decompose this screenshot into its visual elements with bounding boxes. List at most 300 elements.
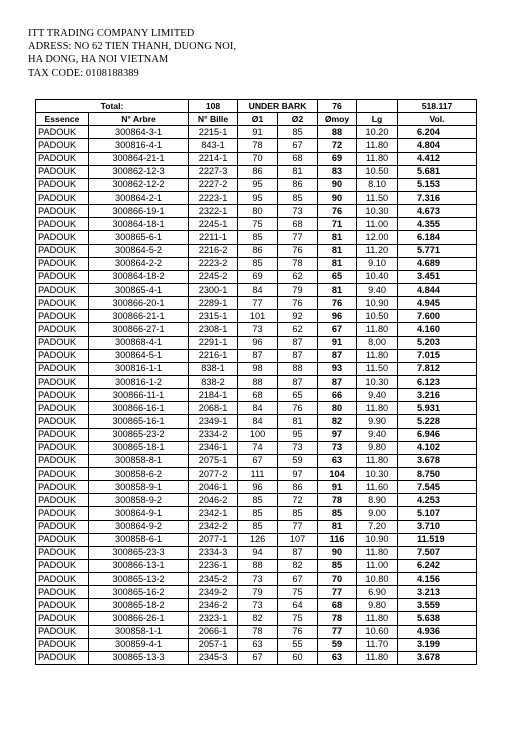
volume-cell: 5.931 (398, 402, 477, 415)
table-row (36, 349, 477, 362)
diameter-avg-cell: 81 (318, 283, 357, 296)
diameter-avg-cell: 96 (318, 310, 357, 323)
tree-number-cell: 300862-12-3 (89, 165, 189, 178)
diameter-1-cell: 94 (238, 546, 278, 559)
length-cell: 11.20 (357, 244, 398, 257)
length-cell: 9.40 (357, 283, 398, 296)
total-count: 108 (189, 100, 238, 113)
essence-cell: PADOUK (36, 533, 89, 546)
essence-cell: PADOUK (36, 612, 89, 625)
diameter-avg-cell: 90 (318, 178, 357, 191)
tree-number-cell: 300816-1-2 (89, 375, 189, 388)
essence-cell: PADOUK (36, 625, 89, 638)
essence-cell: PADOUK (36, 546, 89, 559)
volume-cell: 7.015 (398, 349, 477, 362)
length-cell: 10.30 (357, 205, 398, 218)
diameter-1-cell: 86 (238, 244, 278, 257)
essence-cell: PADOUK (36, 520, 89, 533)
col-log-number: N° Bille (189, 113, 238, 126)
diameter-1-cell: 87 (238, 349, 278, 362)
tree-number-cell: 300858-6-2 (89, 467, 189, 480)
essence-cell: PADOUK (36, 402, 89, 415)
length-cell: 11.80 (357, 323, 398, 336)
log-number-cell: 838-1 (189, 362, 238, 375)
essence-cell: PADOUK (36, 191, 89, 204)
table-row (36, 297, 477, 310)
essence-cell: PADOUK (36, 349, 89, 362)
volume-cell: 3.213 (398, 586, 477, 599)
diameter-2-cell: 76 (278, 244, 318, 257)
tree-number-cell: 300865-4-1 (89, 283, 189, 296)
length-cell: 10.60 (357, 625, 398, 638)
table-row (36, 467, 477, 480)
tree-number-cell: 300864-2-1 (89, 191, 189, 204)
diameter-1-cell: 82 (238, 612, 278, 625)
log-number-cell: 2046-1 (189, 481, 238, 494)
diameter-2-cell: 86 (278, 481, 318, 494)
tree-number-cell: 300864-2-2 (89, 257, 189, 270)
table-row (36, 415, 477, 428)
log-number-cell: 843-1 (189, 139, 238, 152)
diameter-1-cell: 78 (238, 139, 278, 152)
diameter-2-cell: 77 (278, 231, 318, 244)
volume-cell: 4.253 (398, 494, 477, 507)
diameter-avg-cell: 77 (318, 625, 357, 638)
diameter-1-cell: 100 (238, 428, 278, 441)
table-row (36, 520, 477, 533)
diameter-2-cell: 59 (278, 454, 318, 467)
diameter-2-cell: 81 (278, 415, 318, 428)
diameter-avg-cell: 91 (318, 336, 357, 349)
diameter-avg-cell: 81 (318, 244, 357, 257)
diameter-avg-cell: 78 (318, 612, 357, 625)
diameter-1-cell: 85 (238, 520, 278, 533)
volume-cell: 4.102 (398, 441, 477, 454)
diameter-1-cell: 85 (238, 257, 278, 270)
diameter-2-cell: 85 (278, 191, 318, 204)
essence-cell: PADOUK (36, 336, 89, 349)
length-cell: 9.00 (357, 507, 398, 520)
diameter-avg-cell: 63 (318, 651, 357, 664)
diameter-2-cell: 67 (278, 573, 318, 586)
diameter-avg-cell: 104 (318, 467, 357, 480)
essence-cell: PADOUK (36, 415, 89, 428)
volume-cell: 4.673 (398, 205, 477, 218)
diameter-1-cell: 78 (238, 625, 278, 638)
length-cell: 11.80 (357, 402, 398, 415)
diameter-1-cell: 67 (238, 651, 278, 664)
table-row (36, 323, 477, 336)
volume-cell: 4.160 (398, 323, 477, 336)
col-essence: Essence (36, 113, 89, 126)
tree-number-cell: 300858-1-1 (89, 625, 189, 638)
table-row (36, 586, 477, 599)
diameter-2-cell: 87 (278, 375, 318, 388)
diameter-2-cell: 64 (278, 599, 318, 612)
length-cell: 11.00 (357, 218, 398, 231)
tree-number-cell: 300865-18-2 (89, 599, 189, 612)
diameter-1-cell: 88 (238, 375, 278, 388)
diameter-1-cell: 68 (238, 389, 278, 402)
essence-cell: PADOUK (36, 178, 89, 191)
tree-number-cell: 300864-5-1 (89, 349, 189, 362)
table-row (36, 428, 477, 441)
volume-cell: 6.123 (398, 375, 477, 388)
table-row (36, 257, 477, 270)
diameter-1-cell: 91 (238, 126, 278, 139)
diameter-2-cell: 95 (278, 428, 318, 441)
tree-number-cell: 300864-18-2 (89, 270, 189, 283)
table-row (36, 494, 477, 507)
log-number-cell: 2184-1 (189, 389, 238, 402)
tree-number-cell: 300864-5-2 (89, 244, 189, 257)
length-cell: 11.80 (357, 349, 398, 362)
diameter-avg-cell: 93 (318, 362, 357, 375)
tree-number-cell: 300865-16-2 (89, 586, 189, 599)
table-row (36, 336, 477, 349)
length-cell: 9.80 (357, 441, 398, 454)
log-number-cell: 2345-3 (189, 651, 238, 664)
volume-cell: 8.750 (398, 467, 477, 480)
tree-number-cell: 300865-13-3 (89, 651, 189, 664)
table-row (36, 612, 477, 625)
diameter-2-cell: 72 (278, 494, 318, 507)
diameter-2-cell: 76 (278, 297, 318, 310)
diameter-1-cell: 74 (238, 441, 278, 454)
diameter-1-cell: 126 (238, 533, 278, 546)
diameter-2-cell: 67 (278, 139, 318, 152)
volume-cell: 4.412 (398, 152, 477, 165)
avg-diameter: 76 (318, 100, 357, 113)
volume-cell: 7.507 (398, 546, 477, 559)
col-tree-number: N° Arbre (89, 113, 189, 126)
diameter-1-cell: 111 (238, 467, 278, 480)
table-row (36, 375, 477, 388)
diameter-avg-cell: 87 (318, 375, 357, 388)
diameter-2-cell: 75 (278, 612, 318, 625)
essence-cell: PADOUK (36, 231, 89, 244)
diameter-avg-cell: 76 (318, 205, 357, 218)
diameter-avg-cell: 87 (318, 349, 357, 362)
diameter-2-cell: 65 (278, 389, 318, 402)
diameter-2-cell: 76 (278, 402, 318, 415)
col-diameter-2: Ø2 (278, 113, 318, 126)
diameter-2-cell: 107 (278, 533, 318, 546)
diameter-2-cell: 62 (278, 323, 318, 336)
log-number-cell: 2214-1 (189, 152, 238, 165)
col-length: Lg (357, 113, 398, 126)
volume-cell: 3.199 (398, 638, 477, 651)
diameter-avg-cell: 76 (318, 297, 357, 310)
diameter-1-cell: 84 (238, 402, 278, 415)
diameter-2-cell: 87 (278, 349, 318, 362)
length-cell: 10.90 (357, 297, 398, 310)
table-row (36, 507, 477, 520)
length-cell: 10.50 (357, 310, 398, 323)
table-row (36, 283, 477, 296)
total-label: Total: (36, 100, 189, 113)
tree-number-cell: 300868-4-1 (89, 336, 189, 349)
diameter-1-cell: 70 (238, 152, 278, 165)
log-number-cell: 2342-2 (189, 520, 238, 533)
log-number-cell: 2068-1 (189, 402, 238, 415)
volume-cell: 4.355 (398, 218, 477, 231)
volume-cell: 5.203 (398, 336, 477, 349)
essence-cell: PADOUK (36, 494, 89, 507)
summary-blank-cell (357, 100, 398, 113)
diameter-2-cell: 76 (278, 625, 318, 638)
log-number-cell: 2223-1 (189, 191, 238, 204)
essence-cell: PADOUK (36, 270, 89, 283)
length-cell: 9.80 (357, 599, 398, 612)
volume-cell: 5.153 (398, 178, 477, 191)
diameter-avg-cell: 72 (318, 139, 357, 152)
log-number-cell: 2308-1 (189, 323, 238, 336)
length-cell: 10.90 (357, 533, 398, 546)
volume-cell: 4.844 (398, 283, 477, 296)
essence-cell: PADOUK (36, 559, 89, 572)
tree-number-cell: 300864-9-1 (89, 507, 189, 520)
company-address-line2: HA DONG, HA NOI VIETNAM (28, 54, 169, 66)
log-number-cell: 2300-1 (189, 283, 238, 296)
volume-cell: 6.946 (398, 428, 477, 441)
length-cell: 11.50 (357, 191, 398, 204)
diameter-avg-cell: 83 (318, 165, 357, 178)
total-volume: 518.117 (398, 100, 477, 113)
diameter-1-cell: 88 (238, 559, 278, 572)
diameter-2-cell: 81 (278, 165, 318, 178)
length-cell: 8.10 (357, 178, 398, 191)
company-name: ITT TRADING COMPANY LIMITED (28, 28, 195, 39)
volume-cell: 4.936 (398, 625, 477, 638)
tree-number-cell: 300864-21-1 (89, 152, 189, 165)
essence-cell: PADOUK (36, 297, 89, 310)
col-volume: Vol. (398, 113, 477, 126)
tree-number-cell: 300866-13-1 (89, 559, 189, 572)
diameter-2-cell: 87 (278, 336, 318, 349)
tree-number-cell: 300865-18-1 (89, 441, 189, 454)
table-row (36, 441, 477, 454)
tree-number-cell: 300864-18-1 (89, 218, 189, 231)
diameter-avg-cell: 116 (318, 533, 357, 546)
volume-cell: 6.204 (398, 126, 477, 139)
diameter-avg-cell: 88 (318, 126, 357, 139)
under-bark-label: UNDER BARK (238, 100, 318, 113)
diameter-1-cell: 101 (238, 310, 278, 323)
diameter-1-cell: 85 (238, 494, 278, 507)
diameter-2-cell: 75 (278, 586, 318, 599)
length-cell: 11.80 (357, 546, 398, 559)
essence-cell: PADOUK (36, 441, 89, 454)
essence-cell: PADOUK (36, 481, 89, 494)
summary-row (36, 100, 477, 113)
table-row (36, 244, 477, 257)
tree-number-cell: 300866-16-1 (89, 402, 189, 415)
volume-cell: 6.242 (398, 559, 477, 572)
table-row (36, 270, 477, 283)
length-cell: 9.40 (357, 428, 398, 441)
volume-cell: 4.804 (398, 139, 477, 152)
table-row (36, 559, 477, 572)
table-row (36, 205, 477, 218)
length-cell: 11.60 (357, 481, 398, 494)
log-number-cell: 2227-3 (189, 165, 238, 178)
essence-cell: PADOUK (36, 375, 89, 388)
diameter-1-cell: 73 (238, 573, 278, 586)
diameter-2-cell: 87 (278, 546, 318, 559)
diameter-2-cell: 79 (278, 283, 318, 296)
tree-number-cell: 300865-13-2 (89, 573, 189, 586)
tree-number-cell: 300865-23-2 (89, 428, 189, 441)
log-number-cell: 2215-1 (189, 126, 238, 139)
essence-cell: PADOUK (36, 638, 89, 651)
log-number-cell: 2066-1 (189, 625, 238, 638)
volume-cell: 5.228 (398, 415, 477, 428)
tree-number-cell: 300865-23-3 (89, 546, 189, 559)
essence-cell: PADOUK (36, 467, 89, 480)
tree-number-cell: 300866-20-1 (89, 297, 189, 310)
log-number-cell: 2236-1 (189, 559, 238, 572)
volume-cell: 7.600 (398, 310, 477, 323)
volume-cell: 3.216 (398, 389, 477, 402)
diameter-avg-cell: 90 (318, 191, 357, 204)
volume-cell: 3.678 (398, 454, 477, 467)
diameter-avg-cell: 73 (318, 441, 357, 454)
length-cell: 11.80 (357, 139, 398, 152)
log-number-cell: 838-2 (189, 375, 238, 388)
table-row (36, 651, 477, 664)
length-cell: 9.40 (357, 389, 398, 402)
tree-number-cell: 300858-9-1 (89, 481, 189, 494)
volume-cell: 4.689 (398, 257, 477, 270)
length-cell: 10.40 (357, 270, 398, 283)
volume-cell: 7.812 (398, 362, 477, 375)
diameter-avg-cell: 69 (318, 152, 357, 165)
table-row (36, 625, 477, 638)
essence-cell: PADOUK (36, 362, 89, 375)
table-row (36, 533, 477, 546)
table-row (36, 126, 477, 139)
company-tax-code: TAX CODE: 0108188389 (28, 67, 139, 79)
essence-cell: PADOUK (36, 218, 89, 231)
diameter-2-cell: 92 (278, 310, 318, 323)
essence-cell: PADOUK (36, 389, 89, 402)
log-number-cell: 2245-2 (189, 270, 238, 283)
table-row (36, 454, 477, 467)
tree-number-cell: 300816-1-1 (89, 362, 189, 375)
diameter-avg-cell: 85 (318, 507, 357, 520)
volume-cell: 5.638 (398, 612, 477, 625)
essence-cell: PADOUK (36, 283, 89, 296)
length-cell: 11.80 (357, 454, 398, 467)
diameter-avg-cell: 70 (318, 573, 357, 586)
diameter-2-cell: 60 (278, 651, 318, 664)
log-number-cell: 2075-1 (189, 454, 238, 467)
table-row (36, 389, 477, 402)
log-number-cell: 2227-2 (189, 178, 238, 191)
diameter-avg-cell: 81 (318, 520, 357, 533)
tree-number-cell: 300866-27-1 (89, 323, 189, 336)
diameter-1-cell: 80 (238, 205, 278, 218)
volume-cell: 11.519 (398, 533, 477, 546)
diameter-avg-cell: 67 (318, 323, 357, 336)
volume-cell: 4.156 (398, 573, 477, 586)
essence-cell: PADOUK (36, 244, 89, 257)
diameter-avg-cell: 65 (318, 270, 357, 283)
essence-cell: PADOUK (36, 310, 89, 323)
tree-number-cell: 300866-26-1 (89, 612, 189, 625)
diameter-1-cell: 95 (238, 191, 278, 204)
log-number-cell: 2349-2 (189, 586, 238, 599)
table-row (36, 178, 477, 191)
table-row (36, 362, 477, 375)
diameter-1-cell: 86 (238, 165, 278, 178)
diameter-1-cell: 96 (238, 481, 278, 494)
diameter-avg-cell: 78 (318, 494, 357, 507)
tree-number-cell: 300858-6-1 (89, 533, 189, 546)
essence-cell: PADOUK (36, 454, 89, 467)
table-row (36, 218, 477, 231)
essence-cell: PADOUK (36, 507, 89, 520)
essence-cell: PADOUK (36, 139, 89, 152)
table-row (36, 573, 477, 586)
length-cell: 10.50 (357, 165, 398, 178)
diameter-2-cell: 55 (278, 638, 318, 651)
diameter-avg-cell: 59 (318, 638, 357, 651)
log-number-cell: 2342-1 (189, 507, 238, 520)
tree-number-cell: 300858-8-1 (89, 454, 189, 467)
diameter-avg-cell: 82 (318, 415, 357, 428)
diameter-avg-cell: 68 (318, 599, 357, 612)
table-row (36, 402, 477, 415)
company-header (28, 27, 236, 80)
log-number-cell: 2323-1 (189, 612, 238, 625)
diameter-avg-cell: 97 (318, 428, 357, 441)
diameter-1-cell: 85 (238, 231, 278, 244)
volume-cell: 5.681 (398, 165, 477, 178)
length-cell: 10.30 (357, 375, 398, 388)
log-number-cell: 2349-1 (189, 415, 238, 428)
essence-cell: PADOUK (36, 257, 89, 270)
diameter-1-cell: 95 (238, 178, 278, 191)
tree-number-cell: 300866-19-1 (89, 205, 189, 218)
diameter-avg-cell: 80 (318, 402, 357, 415)
length-cell: 9.90 (357, 415, 398, 428)
log-number-cell: 2046-2 (189, 494, 238, 507)
diameter-avg-cell: 91 (318, 481, 357, 494)
length-cell: 11.70 (357, 638, 398, 651)
table-row (36, 139, 477, 152)
diameter-1-cell: 98 (238, 362, 278, 375)
essence-cell: PADOUK (36, 428, 89, 441)
diameter-1-cell: 96 (238, 336, 278, 349)
log-number-cell: 2216-1 (189, 349, 238, 362)
volume-cell: 7.316 (398, 191, 477, 204)
log-number-cell: 2216-2 (189, 244, 238, 257)
diameter-avg-cell: 85 (318, 559, 357, 572)
diameter-1-cell: 63 (238, 638, 278, 651)
column-header-row (36, 113, 477, 126)
volume-cell: 7.545 (398, 481, 477, 494)
length-cell: 11.80 (357, 651, 398, 664)
diameter-1-cell: 67 (238, 454, 278, 467)
table-row (36, 638, 477, 651)
length-cell: 11.00 (357, 559, 398, 572)
tree-number-cell: 300858-9-2 (89, 494, 189, 507)
length-cell: 8.00 (357, 336, 398, 349)
length-cell: 8.90 (357, 494, 398, 507)
tree-number-cell: 300865-16-1 (89, 415, 189, 428)
